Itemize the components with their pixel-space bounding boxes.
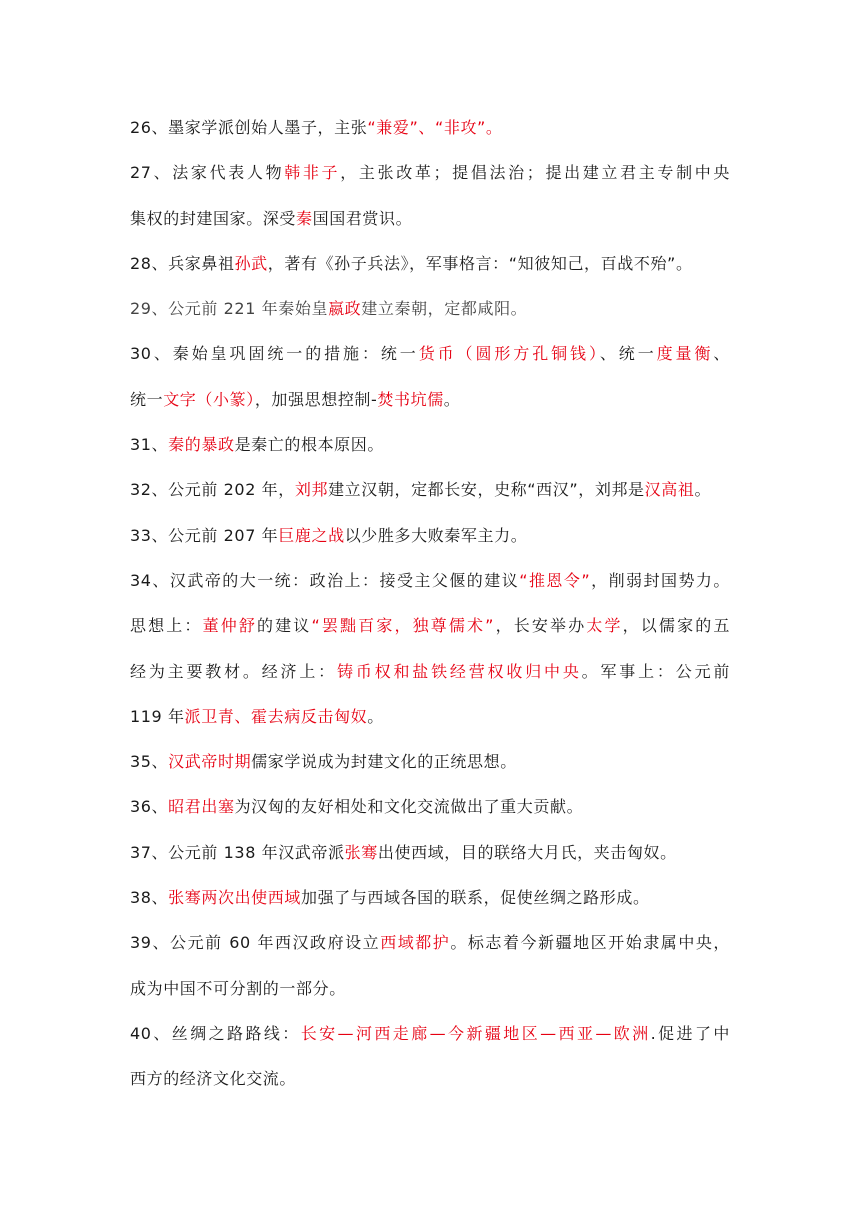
highlighted-text: 张骞两次出使西域 (168, 888, 301, 908)
highlighted-text: “兼爱”、“非攻”。 (367, 118, 503, 137)
body-text: 思想上： (130, 616, 203, 636)
highlighted-text: 汉武帝时期 (168, 752, 252, 772)
body-text: 建立秦朝，定都咸阳。 (361, 299, 528, 319)
text-line-37a (130, 830, 730, 875)
text-line-35a (130, 739, 730, 784)
body-text: 。 (367, 706, 384, 726)
body-text: 加强了与西域各国的联系，促使丝绸之路形成。 (300, 888, 650, 908)
highlighted-text: 文字（小篆） (163, 389, 255, 409)
text-line-31a (130, 422, 730, 467)
body-text: ，主张改革；提倡法治；提出建立君主专制中央 (340, 163, 730, 183)
body-text: 28、兵家鼻祖 (130, 253, 235, 273)
body-text: ，加强思想控制- (254, 389, 378, 409)
body-text: 建立汉朝，定都长安，史称“西汉”，刘邦是 (328, 480, 645, 500)
text-line-27a (130, 150, 730, 195)
body-text: 为汉匈的友好相处和文化交流做出了重大贡献。 (234, 797, 584, 817)
body-text: 。 (694, 480, 712, 500)
text-line-34a (130, 558, 730, 603)
text-line-40b (130, 1056, 730, 1101)
text-line-39b (130, 966, 730, 1011)
body-text: ，削弱封国势力。 (590, 570, 730, 590)
body-text: ，著有《孙子兵法》，军事格言：“知彼知己，百战不殆”。 (267, 253, 693, 273)
body-text: 统一 (130, 389, 164, 409)
body-text: 。 (443, 389, 461, 409)
highlighted-text: “推恩令” (519, 570, 591, 590)
text-line-33a (130, 513, 730, 558)
body-text: ，长安举办 (494, 616, 587, 636)
body-text: 国国君赏识。 (312, 208, 413, 228)
body-text: 34、汉武帝的大一统：政治上：接受主父偃的建议 (130, 570, 520, 590)
text-line-30a (130, 331, 730, 376)
highlighted-text: 张骞 (344, 842, 378, 862)
highlighted-text: 嬴政 (328, 299, 362, 319)
document-body (130, 105, 730, 1102)
body-text: 、统一 (599, 344, 657, 364)
body-text: 集权的封建国家。深受 (130, 208, 297, 228)
highlighted-text: 韩非子 (284, 163, 341, 183)
body-text: 29、公元前 221 年秦始皇 (130, 299, 329, 319)
body-text: 33、公元前 207 年 (130, 525, 279, 545)
body-text: 119 年 (130, 706, 185, 726)
highlighted-text: 董仲舒 (202, 616, 258, 636)
body-text: 35、 (130, 752, 169, 772)
body-text: 西方的经济文化交流。 (130, 1069, 297, 1089)
highlighted-text: 刘邦 (294, 480, 329, 500)
highlighted-text: 焚书坑儒 (377, 389, 444, 409)
text-line-40a (130, 1011, 730, 1056)
text-line-30b (130, 377, 730, 422)
text-line-26a (130, 105, 730, 150)
body-text: 的建议 (257, 616, 312, 636)
body-text: 38、 (130, 888, 169, 908)
text-line-34b (130, 603, 730, 648)
body-text: .促进了中 (650, 1023, 730, 1043)
highlighted-text: 货币（圆形方孔铜钱） (418, 344, 600, 364)
body-text: 是秦亡的根本原因。 (234, 435, 384, 455)
text-line-28a (130, 241, 730, 286)
text-line-34c (130, 649, 730, 694)
body-text: 31、 (130, 435, 169, 455)
body-text: 40、丝绸之路路线： (130, 1023, 301, 1043)
body-text: 37、公元前 138 年汉武帝派 (130, 842, 345, 862)
body-text: ，以儒家的五 (622, 616, 730, 636)
highlighted-text: “罢黜百家，独尊儒术” (311, 616, 495, 636)
highlighted-text: 昭君出塞 (168, 797, 235, 817)
text-line-38a (130, 875, 730, 920)
text-line-36a (130, 784, 730, 829)
body-text: 30、秦始皇巩固统一的措施：统一 (130, 344, 419, 364)
body-text: 27、法家代表人物 (130, 163, 285, 183)
text-line-32a (130, 467, 730, 512)
highlighted-text: 太学 (586, 616, 623, 636)
highlighted-text: 巨鹿之战 (278, 525, 345, 545)
body-text: 出使西域，目的联络大月氏，夹击匈奴。 (377, 842, 677, 862)
highlighted-text: 孙武 (234, 253, 268, 273)
body-text: 。军事上：公元前 (581, 661, 730, 681)
body-text: 26、墨家学派创始人墨子，主张 (130, 118, 368, 137)
body-text: 32、公元前 202 年， (130, 480, 295, 500)
body-text: 儒家学说成为封建文化的正统思想。 (251, 752, 517, 772)
body-text: 成为中国不可分割的一部分。 (130, 978, 346, 998)
text-line-39a (130, 920, 730, 965)
highlighted-text: 铸币权和盐铁经营权收归中央 (337, 661, 582, 681)
body-text: 经为主要教材。经济上： (130, 661, 338, 681)
body-text: 。标志着今新疆地区开始隶属中央， (450, 933, 731, 953)
highlighted-text: 汉高祖 (644, 480, 695, 500)
body-text: 、 (713, 344, 730, 364)
highlighted-text: 长安—河西走廊—今新疆地区—西亚—欧洲 (300, 1023, 651, 1043)
highlighted-text: 派卫青、霍去病反击匈奴 (184, 706, 368, 726)
highlighted-text: 秦的暴政 (168, 435, 235, 455)
highlighted-text: 西域都护 (380, 933, 451, 953)
body-text: 以少胜多大败秦军主力。 (344, 525, 528, 545)
highlighted-text: 度量衡 (656, 344, 714, 364)
highlighted-text: 秦 (296, 208, 313, 228)
body-text: 36、 (130, 797, 169, 817)
text-line-27b (130, 196, 730, 241)
text-line-34d (130, 694, 730, 739)
text-line-29a (130, 286, 730, 331)
body-text: 39、公元前 60 年西汉政府设立 (130, 933, 381, 953)
